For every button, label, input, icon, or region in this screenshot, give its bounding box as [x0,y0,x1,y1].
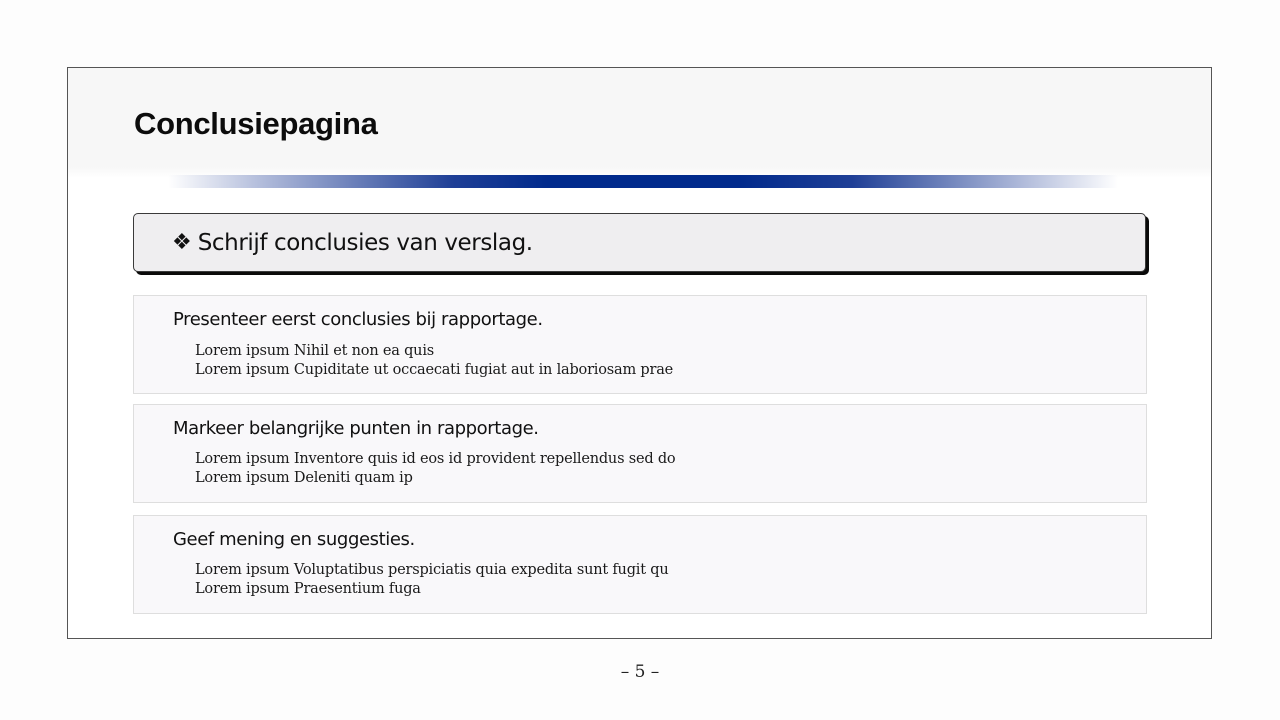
card-body [195,342,673,380]
card-title: Markeer belangrijke punten in rapportage. [173,418,539,439]
card-line: Lorem ipsum Inventore quis id eos id provident repellendus sed do [195,451,676,467]
content-card [133,295,1147,394]
card-body [195,561,668,599]
card-line: Lorem ipsum Cupiditate ut occaecati fugiat aut in laboriosam prae [195,362,674,378]
card-line: Lorem ipsum Deleniti quam ip [195,470,413,486]
main-point-box [133,213,1146,272]
card-body [195,450,675,488]
content-card [133,515,1147,614]
card-title: Geef mening en suggesties. [173,529,415,550]
page-title: Conclusiepagina [134,106,378,141]
card-title: Presenteer eerst conclusies bij rapportage. [173,309,543,330]
card-line: Lorem ipsum Voluptatibus perspiciatis quia expedita sunt fugit qu [195,562,669,578]
content-card [133,404,1147,503]
diamond-bullet-icon: ❖ [172,229,192,255]
slide [67,67,1212,639]
title-underline-bar [168,175,1118,188]
card-line: Lorem ipsum Nihil et non ea quis [195,343,435,359]
page-number: – 5 – [620,662,660,682]
main-point-label: Schrijf conclusies van verslag. [197,229,533,256]
card-line: Lorem ipsum Praesentium fuga [195,581,421,597]
